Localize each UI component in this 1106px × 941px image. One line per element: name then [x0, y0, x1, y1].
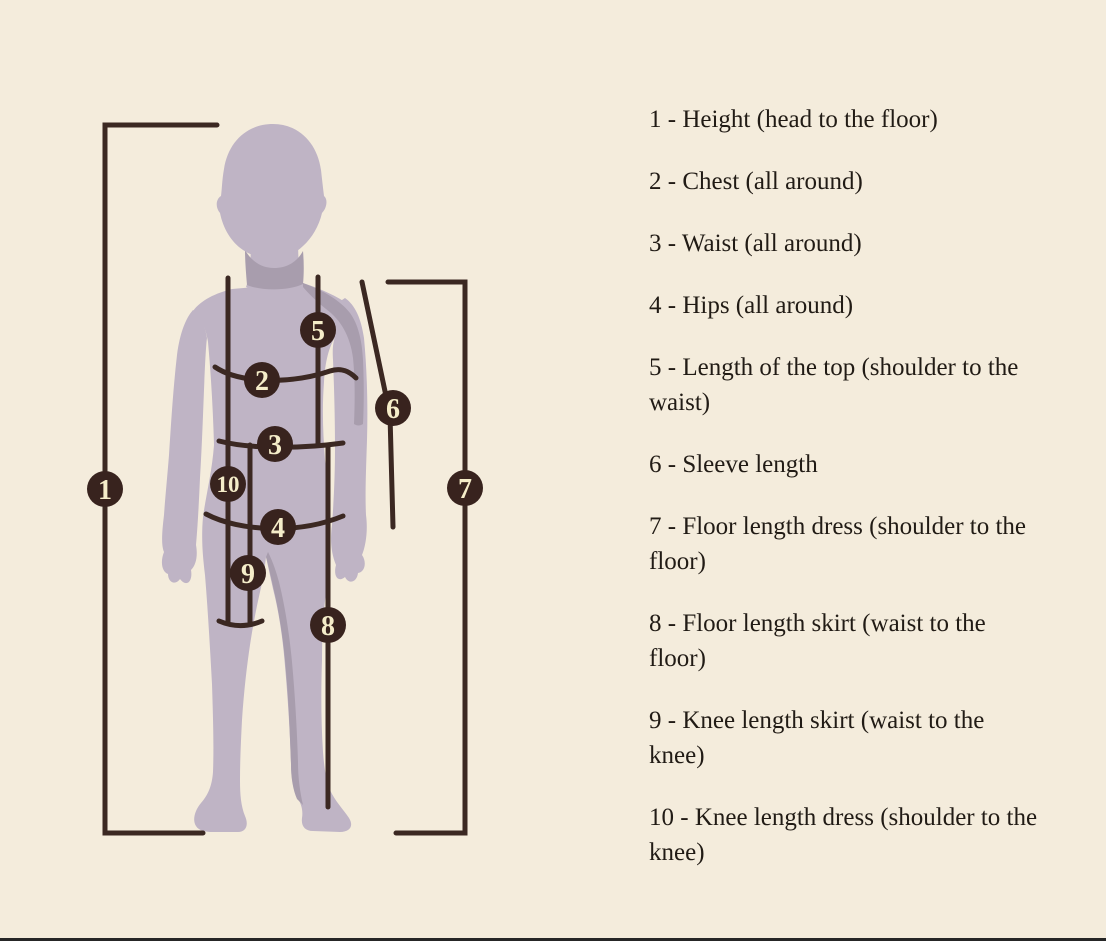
legend-item-2: 2 - Chest (all around): [649, 168, 863, 195]
marker-6: [375, 390, 411, 426]
marker-label-8: 8: [321, 611, 335, 642]
legend-item-1: 1 - Height (head to the floor): [649, 106, 938, 133]
marker-label-9: 9: [241, 559, 255, 590]
marker-label-4: 4: [271, 513, 285, 544]
marker-label-1: 1: [98, 475, 112, 506]
child-silhouette: [162, 124, 367, 832]
legend-item-8: 8 - Floor length skirt (waist to the floor): [649, 610, 986, 672]
marker-label-6: 6: [386, 394, 400, 425]
marker-8: [310, 607, 346, 643]
body-head: [217, 124, 327, 259]
marker-label-5: 5: [311, 316, 325, 347]
legend-item-10: 10 - Knee length dress (shoulder to the knee): [649, 804, 1038, 866]
marker-9: [230, 555, 266, 591]
marker-3: [257, 426, 293, 462]
marker-7: [447, 470, 483, 506]
body-left-arm: [162, 310, 207, 583]
dress-bracket-line-7: [388, 282, 465, 833]
marker-4: [260, 509, 296, 545]
marker-2: [244, 362, 280, 398]
legend-item-9: 9 - Knee length skirt (waist to the knee): [649, 707, 985, 769]
marker-5: [300, 312, 336, 348]
legend-item-4: 4 - Hips (all around): [649, 292, 854, 319]
height-bracket-line-1: [105, 125, 217, 833]
marker-label-3: 3: [268, 430, 282, 461]
legend-list: [649, 102, 1041, 897]
legend-item-7: 7 - Floor length dress (shoulder to the floor): [649, 513, 1027, 575]
marker-1: [87, 471, 123, 507]
marker-label-2: 2: [255, 366, 269, 397]
marker-label-10: 10: [216, 472, 240, 497]
marker-label-7: 7: [458, 474, 472, 505]
marker-10: [210, 466, 246, 502]
legend-item-5: 5 - Length of the top (shoulder to the waist): [649, 354, 1019, 416]
legend-item-6: 6 - Sleeve length: [649, 451, 818, 478]
legend-item-3: 3 - Waist (all around): [649, 230, 862, 257]
